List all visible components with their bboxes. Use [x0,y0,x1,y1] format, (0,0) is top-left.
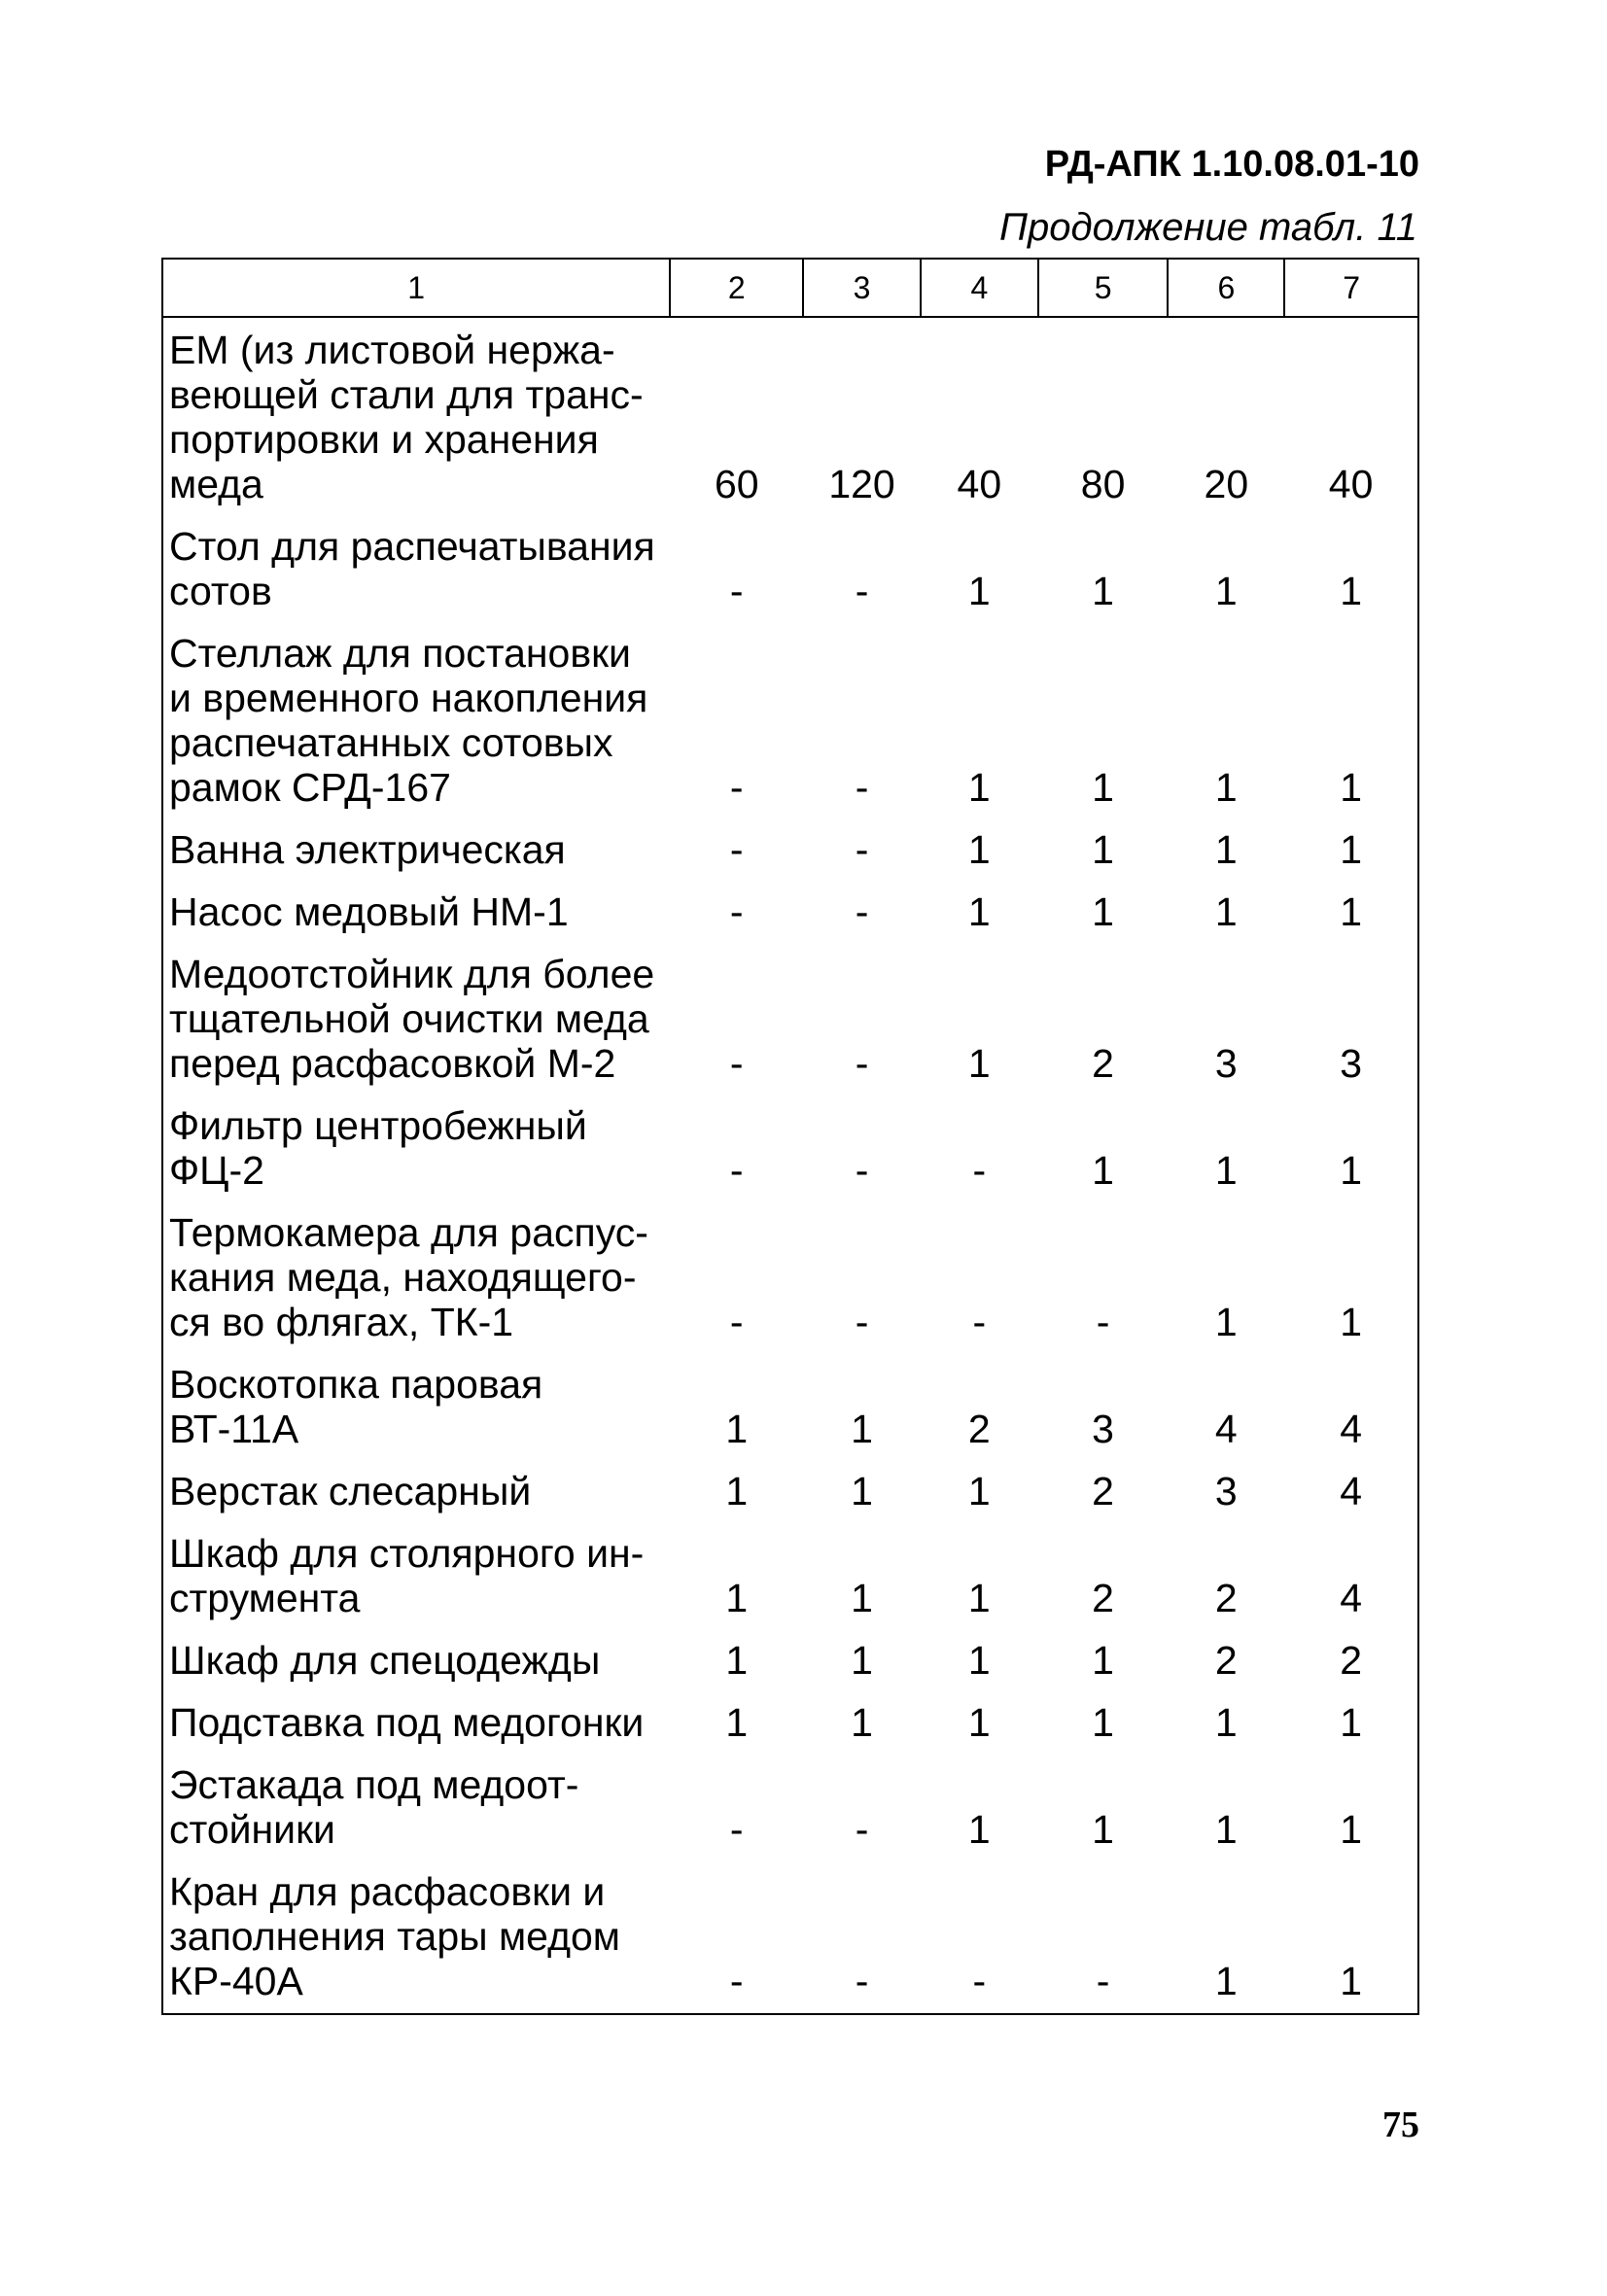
quantity-cell: - [972,1148,987,1193]
equipment-name-cell: Ванна электрическая [162,827,670,889]
quantity-cell: 1 [1214,569,1238,613]
quantity-cell: 2 [1284,1638,1418,1700]
quantity-cell: 1 [967,1700,991,1745]
equipment-name-cell: ЕМ (из листовой нержа- веющей стали для транс- портировки и хранения меда [162,317,670,524]
quantity-cell: - [803,1869,921,2014]
quantity-cell: 4 [1284,1469,1418,1531]
table-row [162,1362,1418,1469]
equipment-name-cell: Эстакада под медоот- стойники [162,1762,670,1869]
quantity-cell: 1 [1092,1148,1114,1193]
quantity-cell: - [729,889,744,934]
quantity-cell: 1 [967,569,991,613]
quantity-cell: - [729,1041,744,1086]
quantity-cell: 40 [1284,317,1418,524]
table-row [162,1210,1418,1362]
quantity-cell: - [855,889,869,934]
quantity-cell: 1 [1092,827,1114,872]
quantity-cell: 1 [967,1807,991,1852]
quantity-cell: - [670,1869,803,2014]
quantity-cell: - [855,765,869,810]
quantity-cell: - [729,1807,744,1852]
quantity-cell: - [855,569,869,613]
quantity-cell: 1 [725,1576,749,1620]
quantity-cell: 1 [1284,1762,1418,1869]
quantity-cell: 1 [1092,1807,1114,1852]
equipment-name-cell: Медоотстойник для более тщательной очистки меда перед расфасовкой М-2 [162,952,670,1103]
table-row [162,1638,1418,1700]
quantity-cell: 1 [1284,1869,1418,2014]
column-header: 5 [1038,259,1169,317]
table-row [162,631,1418,827]
quantity-cell: 1 [967,1469,991,1513]
quantity-cell: - [972,1300,987,1344]
table-row [162,827,1418,889]
quantity-cell: 80 [1080,462,1126,506]
quantity-cell: - [855,1300,869,1344]
quantity-cell: 3 [1214,1041,1238,1086]
quantity-cell: 1 [1092,765,1114,810]
column-header: 6 [1168,259,1284,317]
column-header: 3 [803,259,921,317]
quantity-cell: 2 [967,1407,991,1451]
equipment-table [161,258,1419,2015]
quantity-cell: 1 [851,1407,873,1451]
quantity-cell: 1 [725,1469,749,1513]
quantity-cell: 3 [1284,952,1418,1103]
quantity-cell: 1 [725,1407,749,1451]
quantity-cell: 2 [1214,1638,1238,1683]
quantity-cell: 60 [714,462,759,506]
quantity-cell: 1 [1214,1807,1238,1852]
table-continuation-caption: Продолжение табл. 11 [999,206,1417,249]
table-row [162,952,1418,1103]
quantity-cell: - [855,1807,869,1852]
quantity-cell: 1 [1284,1103,1418,1210]
table-header-row [162,259,1418,317]
quantity-cell: 1 [1284,1700,1418,1762]
table-row [162,889,1418,952]
quantity-cell: 1 [851,1700,873,1745]
quantity-cell: - [729,1148,744,1193]
quantity-cell: 1 [1092,1700,1114,1745]
table-row [162,1869,1418,2014]
quantity-cell: 1 [851,1469,873,1513]
quantity-cell: 1 [1214,765,1238,810]
column-header: 7 [1284,259,1418,317]
table-row [162,317,1418,524]
quantity-cell: 1 [851,1576,873,1620]
equipment-name-cell: Воскотопка паровая ВТ-11А [162,1362,670,1469]
equipment-name-cell: Стол для распечатывания сотов [162,524,670,631]
quantity-cell: 2 [1092,1041,1114,1086]
quantity-cell: 1 [1284,889,1418,952]
equipment-name-cell: Насос медовый НМ-1 [162,889,670,952]
quantity-cell: 1 [967,765,991,810]
quantity-cell: - [855,1041,869,1086]
quantity-cell: 1 [1092,889,1114,934]
column-header: 4 [921,259,1038,317]
quantity-cell: 3 [1092,1407,1114,1451]
quantity-cell: - [855,827,869,872]
quantity-cell: 1 [851,1638,873,1683]
table-row [162,1469,1418,1531]
equipment-name-cell: Шкаф для столярного ин- струмента [162,1531,670,1638]
quantity-cell: 3 [1214,1469,1238,1513]
quantity-cell: 4 [1284,1531,1418,1638]
quantity-cell: 1 [1284,631,1418,827]
quantity-cell: 1 [1168,1869,1284,2014]
quantity-cell: 20 [1204,462,1249,506]
column-header: 1 [162,259,670,317]
equipment-name-cell: Кран для расфасовки и заполнения тары медом КР-40А [162,1869,670,2014]
quantity-cell: 1 [1284,524,1418,631]
document-code: РД-АПК 1.10.08.01-10 [1044,144,1419,185]
quantity-cell: 1 [1284,827,1418,889]
equipment-name-cell: Верстак слесарный [162,1469,670,1531]
equipment-name-cell: Шкаф для спецодежды [162,1638,670,1700]
quantity-cell: 2 [1092,1576,1114,1620]
quantity-cell: 1 [967,889,991,934]
quantity-cell: 2 [1092,1469,1114,1513]
quantity-cell: - [1096,1300,1110,1344]
quantity-cell: 1 [1092,1638,1114,1683]
quantity-cell: 120 [828,462,895,506]
page-number: 75 [1382,2105,1419,2145]
quantity-cell: 1 [1214,827,1238,872]
quantity-cell: 1 [967,1576,991,1620]
quantity-cell: 1 [1214,1700,1238,1745]
quantity-cell: 1 [725,1638,749,1683]
quantity-cell: - [729,765,744,810]
quantity-cell: - [729,1300,744,1344]
quantity-cell: 1 [725,1700,749,1745]
table-row [162,1762,1418,1869]
quantity-cell: 40 [957,462,1002,506]
quantity-cell: 4 [1284,1362,1418,1469]
quantity-cell: 1 [1214,1300,1238,1344]
quantity-cell: 1 [1284,1210,1418,1362]
quantity-cell: 1 [1092,569,1114,613]
quantity-cell: - [1038,1869,1169,2014]
quantity-cell: 1 [967,827,991,872]
quantity-cell: 1 [1214,889,1238,934]
equipment-name-cell: Фильтр центробежный ФЦ-2 [162,1103,670,1210]
quantity-cell: 1 [967,1638,991,1683]
quantity-cell: - [855,1148,869,1193]
quantity-cell: 1 [1214,1148,1238,1193]
equipment-name-cell: Стеллаж для постановки и временного накопления распечатанных сотовых рамок СРД-167 [162,631,670,827]
quantity-cell: - [729,569,744,613]
table-row [162,1700,1418,1762]
quantity-cell: 2 [1214,1576,1238,1620]
quantity-cell: - [729,827,744,872]
equipment-name-cell: Подставка под медогонки [162,1700,670,1762]
table-row [162,524,1418,631]
table-row [162,1531,1418,1638]
quantity-cell: 1 [967,1041,991,1086]
quantity-cell: - [921,1869,1038,2014]
table-row [162,1103,1418,1210]
column-header: 2 [670,259,803,317]
equipment-name-cell: Термокамера для распус- кания меда, находящего- ся во флягах, ТК-1 [162,1210,670,1362]
table-body [162,317,1418,2014]
quantity-cell: 4 [1214,1407,1238,1451]
